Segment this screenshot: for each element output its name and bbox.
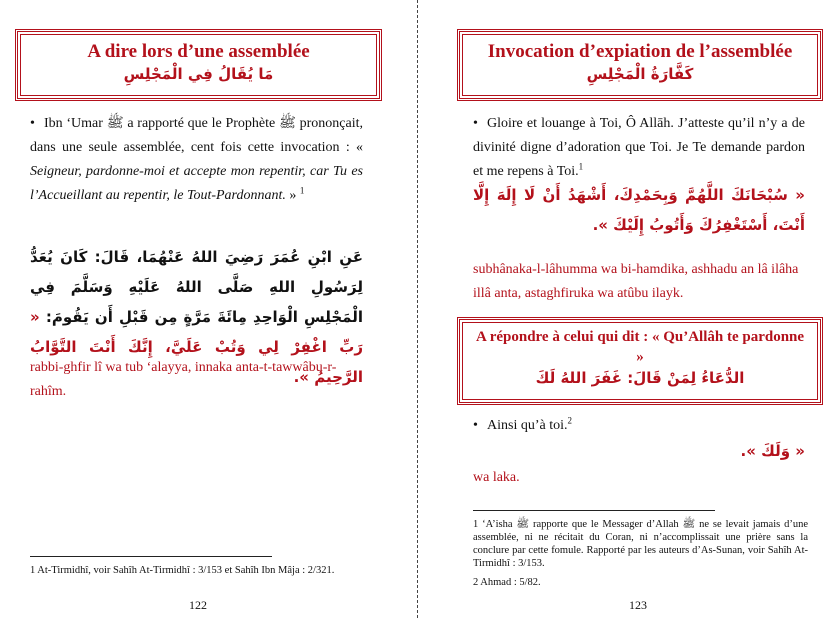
right-box-2-fr: A répondre à celui qui dit : « Qu’Allâh te pardonne » [475,329,805,365]
left-page-number: 122 [189,598,207,612]
right-page-number: 123 [629,598,647,612]
right-box-2 [457,317,823,405]
right-para-1 [473,112,805,184]
right-title-fr: Invocation d’expiation de l’assemblée [487,41,793,62]
right-page [420,0,834,618]
right-transliteration-1: subhânaka-l-lâhumma wa bi-hamdika, ashhadu an lâ ilâha illâ anta, astaghfiruka wa atûbu ilayk. [473,262,799,301]
right-arabic-1: « سُبْحَانَكَ اللَّهُمَّ وَبِحَمْدِكَ، أَشْهَدُ أَنْ لَا إِلَهَ إِلَّا أَنْتَ، أَسْتَغْفِرُكَ وَأَتُوبُ إِلَيْكَ ». [473,186,805,234]
right-arabic-2: « وَلَكَ ». [740,442,805,460]
left-arabic-narration: عَنِ ابْنِ عُمَرَ رَضِيَ اللهُ عَنْهُمَا، قَالَ: كَانَ يُعَدُّ لِرَسُولِ اللهِ صَلَّى اللهُ عَلَيْهِ وَسَلَّمَ فِي الْمَجْلِسِ الْوَاحِدِ مِائَةَ مَرَّةٍ مِن قَبْلِ أَن يَقُومَ: [30,248,364,326]
left-title-fr: A dire lors d’une assemblée [87,41,310,62]
left-intro-invocation: Seigneur, pardonne-moi et accepte mon repentir, car Tu es l’Accueillant au repentir, le Tout-Pardonnant. [30,164,363,203]
right-footnote-rule [473,510,715,511]
left-title-ar: مَا يُقَالُ فِي الْمَجْلِسِ [123,65,274,83]
footnote-ref-1: 1 [299,185,305,196]
footnote-ref-2: 2 [567,415,572,426]
bullet-icon: • [473,418,478,433]
left-intro-end: » [289,188,297,203]
right-para-2 [473,414,805,438]
left-footnote-rule [30,556,272,557]
left-intro-paragraph [30,112,363,208]
right-footnote-2: 2 Ahmad : 5/82. [473,577,541,588]
left-arabic-invocation: « رَبِّ اغْفِرْ لِي وَتُبْ عَلَيَّ، إِنَّكَ أَنْتَ التَّوَّابُ الرَّحِيمُ ». [30,308,363,386]
right-footnote-1: 1 ‘A’isha ﷺ rapporte que le Messager d’Allah ﷺ ne se levait jamais d’une assemblée, ni ne récitait du Coran, ni n’accomplissait une prière sans la conclure par cette fomule. Rapporté par les auteurs d’As-Sunan, voir Sahîh At-Tirmidhî : 3/153. [473,519,809,569]
footnote-ref-1: 1 [578,161,584,172]
left-intro-text: Ibn ‘Umar ﷺ a rapporté que le Prophète ﷺ prononçait, dans une seule assemblée, cent fois cette invocation : « [30,116,363,155]
right-title-ar: كَفَّارَةُ الْمَجْلِسِ [586,65,694,83]
left-title-box [15,29,382,101]
right-para-1-text: Gloire et louange à Toi, Ô Allāh. J’atteste qu’il n’y a de divinité digne d’adoration que Toi. Je Te demande pardon et me repens à Toi. [473,116,805,179]
bullet-icon: • [30,116,35,131]
left-page [0,0,400,618]
bullet-icon: • [473,116,478,131]
page-divider [417,0,418,618]
left-transliteration: rabbi-ghfir lî wa tub ‘alayya, innaka anta-t-tawwâbu-r-rahîm. [30,360,337,399]
right-box-2-ar: الدُّعَاءُ لِمَنْ قَالَ: غَفَرَ اللهُ لَكَ [535,369,745,387]
right-title-box [457,29,823,101]
right-transliteration-2: wa laka. [473,470,520,485]
left-footnote: 1 At-Tirmidhî, voir Sahîh At-Tirmidhî : 3/153 et Sahîh Ibn Mâja : 2/321. [30,565,335,576]
right-para-2-text: Ainsi qu’à toi. [487,418,568,433]
